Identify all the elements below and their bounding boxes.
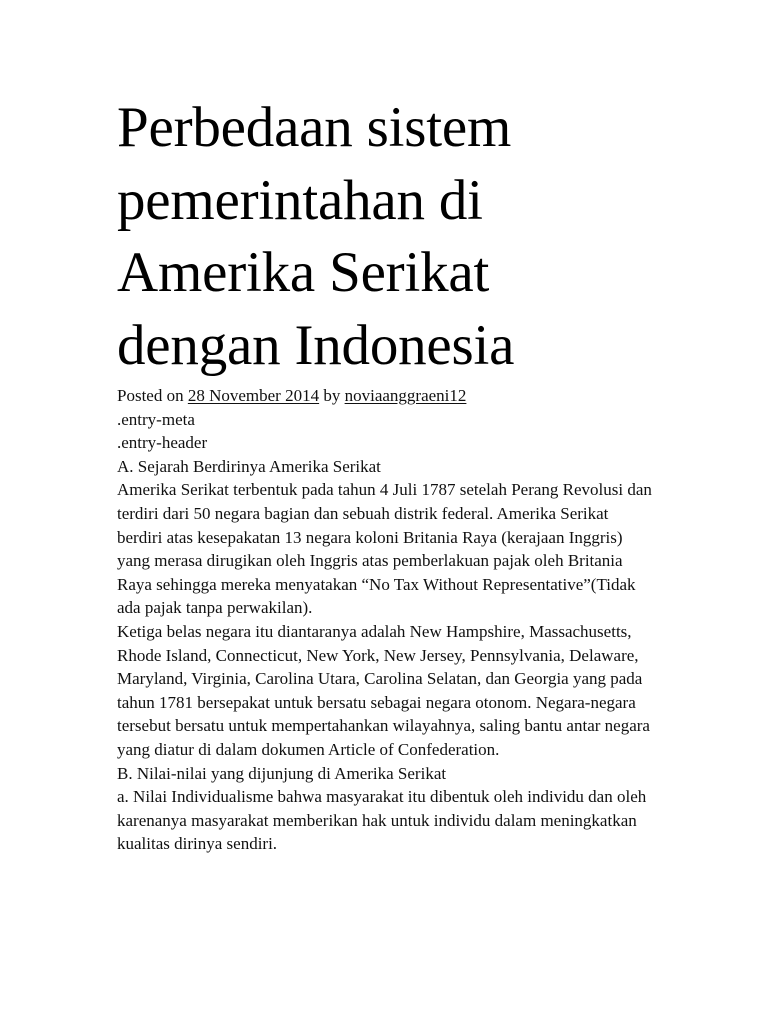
paragraph-individualism: a. Nilai Individualisme bahwa masyarakat itu dibentuk oleh individu dan oleh karenanya masyarakat memberikan hak untuk individu dalam meningkatkan kualitas dirinya sendiri. xyxy=(117,787,647,854)
document-page xyxy=(117,92,657,856)
post-date-link[interactable]: 28 November 2014 xyxy=(187,386,320,405)
by-label: by xyxy=(323,386,341,405)
entry-header-marker: .entry-header xyxy=(117,433,208,453)
author-link[interactable]: noviaanggraeni12 xyxy=(344,386,467,405)
paragraph-thirteen-states: Ketiga belas negara itu diantaranya adalah New Hampshire, Massachusetts, Rhode Island, Connecticut, New York, New Jersey, Pennsylvania, Delaware, Maryland, Virginia, Carolina Utara, Carolina Selatan, dan Georgia yang pada tahun 1781 bersepakat untuk bersatu sebagai negara otonom. Negara-negara tersebut bersatu untuk mempertahankan wilayahnya, saling bantu antar negara yang diatur di dalam dokumen Article of Confederation. xyxy=(117,621,650,759)
entry-title: Perbedaan sistem pemerintahan di Amerika Serikat dengan Indonesia xyxy=(117,96,515,377)
entry-meta xyxy=(117,384,657,408)
paragraph-history: Amerika Serikat terbentuk pada tahun 4 Juli 1787 setelah Perang Revolusi dan terdiri dari 50 negara bagian dan sebuah distrik federal. Amerika Serikat berdiri atas kesepakatan 13 negara koloni Britania Raya (kerajaan Inggris) yang merasa dirugikan oleh Inggris atas pemberlakuan pajak oleh Britania Raya sehingga mereka menyatakan “No Tax Without Representative”(Tidak ada pajak tanpa perwakilan). xyxy=(117,480,652,618)
entry-meta-marker: .entry-meta xyxy=(117,409,195,429)
section-a-heading: A. Sejarah Berdirinya Amerika Serikat xyxy=(117,456,381,476)
section-b-heading: B. Nilai-nilai yang dijunjung di Amerika Serikat xyxy=(117,763,447,783)
posted-on-label: Posted on xyxy=(117,386,184,405)
entry-content xyxy=(117,455,657,856)
